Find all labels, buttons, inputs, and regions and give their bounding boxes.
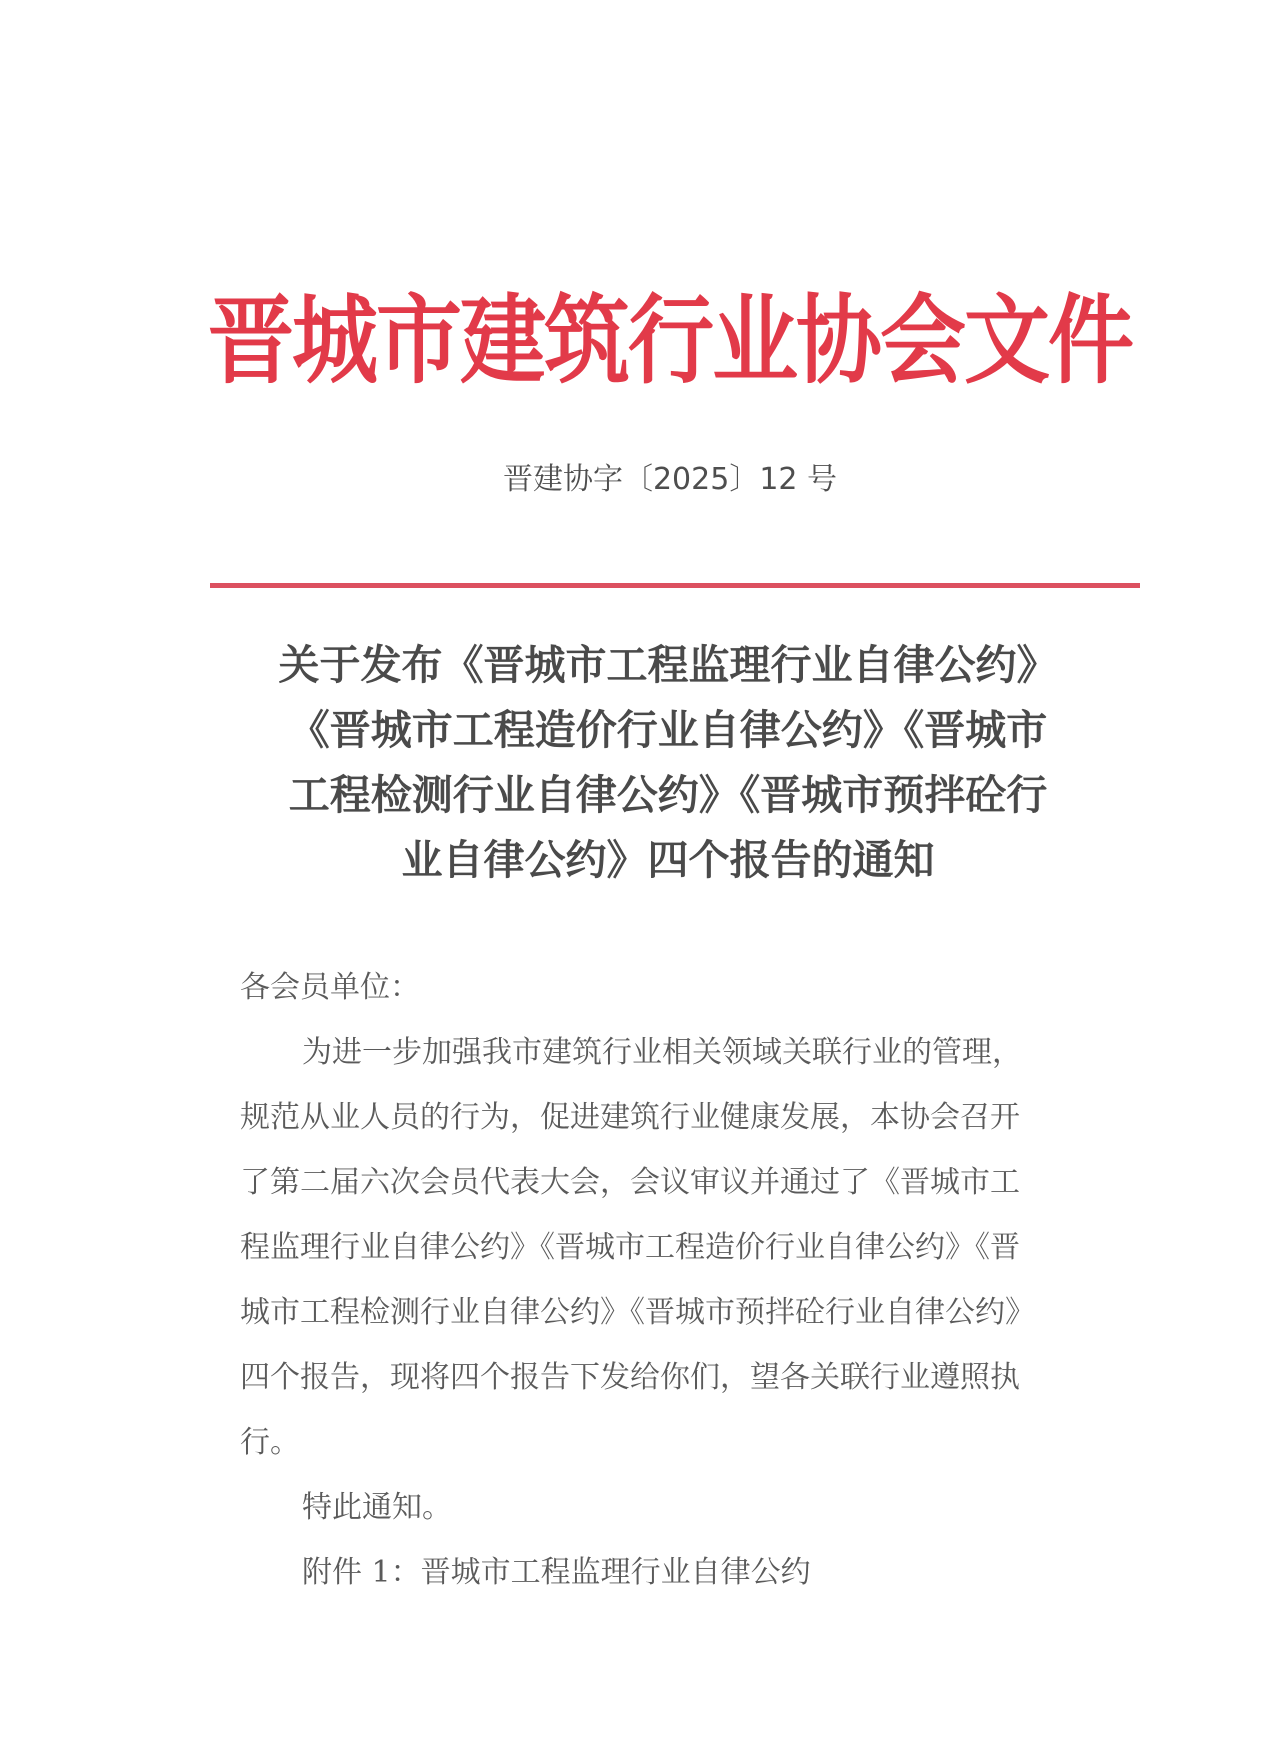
paragraph-line: 了第二届六次会员代表大会，会议审议并通过了《晋城市工 (240, 1165, 1020, 1200)
salutation: 各会员单位： (240, 970, 420, 1005)
paragraph-line: 行。 (240, 1425, 300, 1460)
notice-title-line: 《晋城市工程造价行业自律公约》《晋城市 (288, 706, 1048, 754)
notice-title (238, 633, 1098, 893)
body-paragraph (240, 1020, 1100, 1475)
notice-title-line: 工程检测行业自律公约》《晋城市预拌砼行 (288, 771, 1048, 819)
attachment-line: 附件 1：晋城市工程监理行业自律公约 (302, 1555, 811, 1590)
paragraph-line: 城市工程检测行业自律公约》《晋城市预拌砼行业自律公约》 (240, 1295, 1035, 1330)
paragraph-line: 四个报告，现将四个报告下发给你们，望各关联行业遵照执 (240, 1360, 1020, 1395)
notice-title-line: 关于发布《晋城市工程监理行业自律公约》 (278, 641, 1058, 689)
document-number: 晋建协字〔2025〕12 号 (502, 462, 838, 497)
organization-header-title: 晋城市建筑行业协会文件 (208, 284, 1132, 398)
closing-remark: 特此通知。 (302, 1490, 452, 1525)
notice-title-line: 业自律公约》四个报告的通知 (401, 836, 935, 884)
paragraph-line: 为进一步加强我市建筑行业相关领域关联行业的管理， (302, 1035, 1022, 1070)
red-divider-line (210, 583, 1140, 588)
paragraph-line: 规范从业人员的行为，促进建筑行业健康发展，本协会召开 (240, 1100, 1020, 1135)
paragraph-line: 程监理行业自律公约》《晋城市工程造价行业自律公约》《晋 (240, 1230, 1020, 1265)
